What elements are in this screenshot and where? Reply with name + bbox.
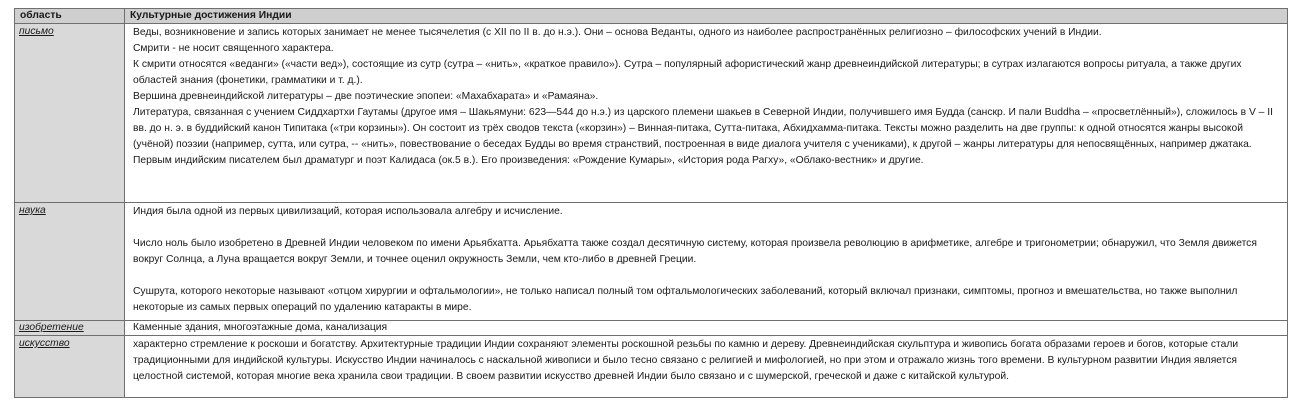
writing-paragraph: Смрити - не носит священного характера.	[133, 43, 334, 54]
content-cell-art	[125, 336, 1288, 398]
area-cell-invention: изобретение	[15, 321, 125, 336]
invention-paragraph: Каменные здания, многоэтажные дома, канализация	[133, 322, 388, 333]
area-cell-science: наука	[15, 203, 125, 321]
table-row	[15, 321, 1288, 336]
table-header-row	[15, 9, 1288, 24]
area-cell-art: искусство	[15, 336, 125, 398]
writing-paragraph: Литература, связанная с учением Сиддхартхи Гаутамы (другое имя – Шакьямуни: 623—544 до н.э.) из царского племени шакьев в Северной Индии, получившего имя Будда (санскр. И пали Buddha – «просветлённый»), сложилось в V – II вв. до н. э. в буддийский канон Типитака («три корзины»). Он состоит из трёх сводов текста («корзин») – Винная-питака, Сутта-питака, Абхидхамма-питака. Тексты можно разделить на две группы: к одной относятся жанры высокой (учёной) поэзии (например, сутта, или сутра, -- «нить», повествование о беседах Будды во время странствий, построенная в виде диалога учителя с учениками), к другой – жанры литературы для непосвящённых, например джатака.	[133, 107, 1273, 150]
art-paragraph: характерно стремление к роскоши и богатству. Архитектурные традиции Индии сохраняют элементы роскошной резьбы по камню и дереву. Древнеиндийская скульптура и живопись богата образами героев и богов, которые стали традиционными для индийской культуры. Искусство Индии начиналось с наскальной живописи и было тесно связано с религией и мифологией, но при этом и отражало жизнь того времени. В культурном развитии Индия является целостной системой, которая многие века хранила свои традиции. В своем развитии искусство древней Индии было связано и с шумерской, греческой и даже с китайской культурой.	[133, 339, 1239, 382]
area-cell-writing: письмо	[15, 24, 125, 203]
writing-paragraph: К смрити относятся «веданги» («части вед»), состоящие из сутр (сутра – «нить», «краткое правило»). Сутра – популярный афористический жанр древнеиндийской литературы; в сутрах излагаются вопросы ритуала, а также других областей знания (фонетики, грамматики и т. д.).	[133, 59, 1242, 86]
table-row	[15, 203, 1288, 321]
header-achievements: Культурные достижения Индии	[125, 9, 1288, 24]
writing-paragraph: Веды, возникновение и запись которых занимает не менее тысячелетия (с XII по II в. до н.э.). Они – основа Веданты, одного из наиболее распространённых религиозно – философских учений в Индии.	[133, 27, 1102, 38]
writing-paragraph: Первым индийским писателем был драматург и поэт Калидаса (ок.5 в.). Его произведения: «Рождение Кумары», «История рода Рагху», «Облако-вестник» и другие.	[133, 155, 924, 166]
science-paragraph: Сушрута, которого некоторые называют «отцом хирургии и офтальмологии», не только написал полный том офтальмологических заболеваний, который включал признаки, симптомы, прогноз и вмешательства, но также выполнил некоторые из самых первых операций по удалению катаракты в мире.	[133, 286, 1238, 313]
culture-table	[14, 8, 1288, 398]
content-cell-invention	[125, 321, 1288, 336]
header-area: область	[15, 9, 125, 24]
table-row	[15, 24, 1288, 203]
content-cell-science	[125, 203, 1288, 321]
table-row	[15, 336, 1288, 398]
science-paragraph: Индия была одной из первых цивилизаций, которая использовала алгебру и исчисление.	[133, 206, 563, 217]
content-cell-writing	[125, 24, 1288, 203]
culture-table-wrapper	[14, 8, 1287, 398]
writing-paragraph: Вершина древнеиндийской литературы – две поэтические эпопеи: «Махабхарата» и «Рамаяна».	[133, 91, 599, 102]
science-paragraph: Число ноль было изобретено в Древней Индии человеком по имени Арьябхатта. Арьябхатта также создал десятичную систему, которая произвела революцию в арифметике, алгебре и тригонометрии; обнаружил, что Земля движется вокруг Солнца, а Луна вращается вокруг Земли, и точнее оценил окружность Земли, чем кто-либо в древней Греции.	[133, 238, 1257, 265]
